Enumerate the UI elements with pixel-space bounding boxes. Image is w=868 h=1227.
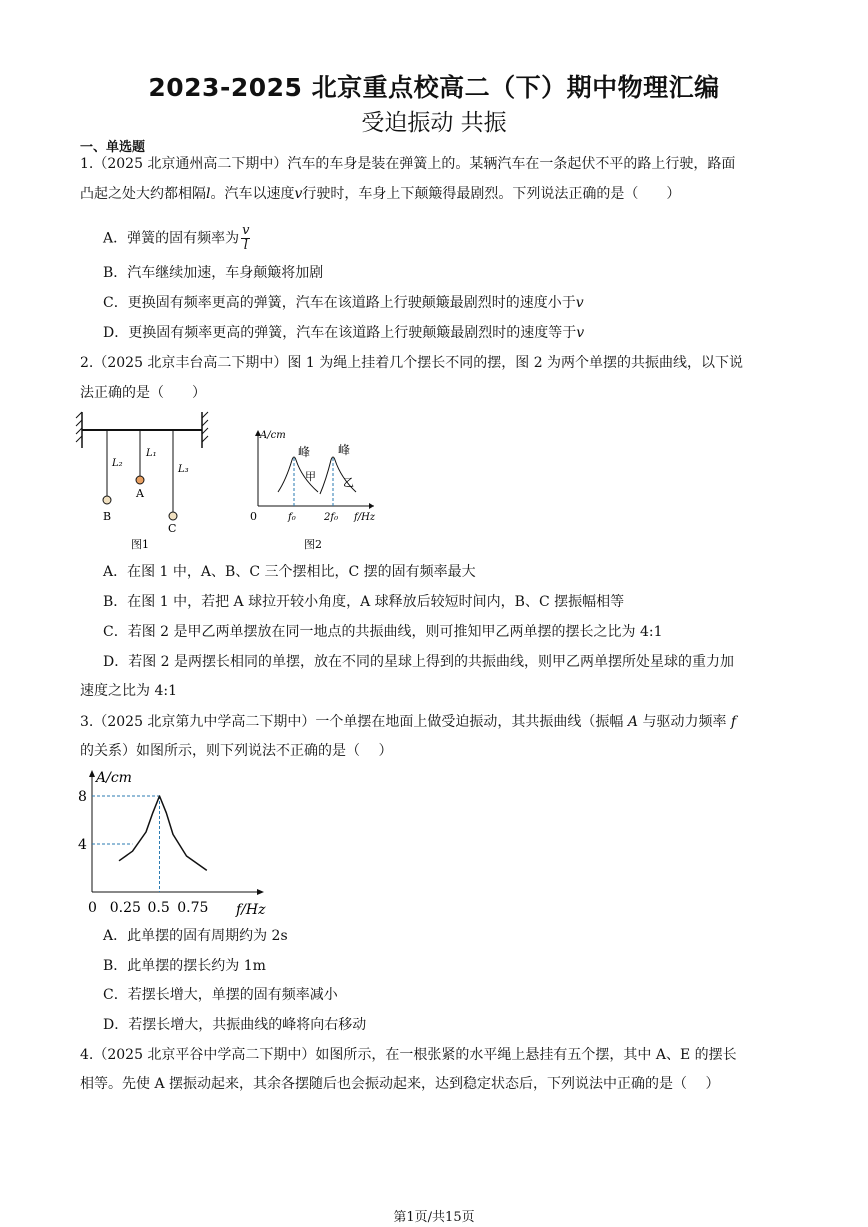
curve-label-jia: 甲 bbox=[305, 470, 316, 483]
q3-option-c: C．若摆长增大，单摆的固有频率减小 bbox=[103, 987, 338, 1003]
peak-label-2: 峰 bbox=[338, 443, 351, 457]
fig2-f0: f₀ bbox=[288, 512, 296, 523]
q2-option-b: B．在图 1 中，若把 A 球拉开较小角度，A 球释放后较短时间内，B、C 摆振幅相等 bbox=[103, 594, 625, 610]
x-tick-label: 0.25 bbox=[109, 900, 141, 916]
figure-2-caption: 图2 bbox=[304, 538, 322, 551]
q2-option-c: C．若图 2 是甲乙两单摆放在同一地点的共振曲线，则可推知甲乙两单摆的摆长之比为 4:1 bbox=[103, 624, 663, 640]
q2-line1: 2.（2025 北京丰台高二下期中）图 1 为绳上挂着几个摆长不同的摆，图 2 为两个单摆的共振曲线，以下说 bbox=[80, 355, 744, 371]
figure-1-pendulums bbox=[68, 408, 218, 556]
label-B: B bbox=[103, 510, 112, 523]
q2-option-d-line1: D．若图 2 是两摆长相同的单摆，放在不同的星球上得到的共振曲线，则甲乙两单摆所处星球的重力加 bbox=[103, 654, 735, 670]
resonance-curve-chart bbox=[74, 764, 274, 920]
q3-option-d: D．若摆长增大，共振曲线的峰将向右移动 bbox=[103, 1017, 367, 1033]
q2-option-d-line2: 速度之比为 4:1 bbox=[80, 683, 177, 699]
q2-option-a: A．在图 1 中，A、B、C 三个摆相比，C 摆的固有频率最大 bbox=[103, 564, 476, 580]
q4-line1: 4.（2025 北京平谷中学高二下期中）如图所示，在一根张紧的水平绳上悬挂有五个摆，其中 A、E 的摆长 bbox=[80, 1047, 737, 1063]
fraction-v-over-l: $\frac{v}{l}$ bbox=[242, 223, 250, 253]
y-tick-label: 8 bbox=[78, 789, 87, 805]
label-L2: L₂ bbox=[112, 458, 123, 469]
x-tick-label: 0.5 bbox=[147, 900, 170, 916]
figure-2-resonance-curves bbox=[248, 420, 388, 554]
q3-option-a: A．此单摆的固有周期约为 2s bbox=[103, 928, 288, 944]
label-C: C bbox=[168, 522, 177, 535]
label-L3: L₃ bbox=[178, 464, 189, 475]
q1-line2: 凸起之处大约都相隔l。汽车以速度v行驶时，车身上下颠簸得最剧烈。下列说法正确的是（ ） bbox=[80, 186, 681, 202]
y-axis-label: A/cm bbox=[96, 770, 132, 786]
q1-option-c: C．更换固有频率更高的弹簧，汽车在该道路上行驶颠簸最剧烈时的速度小于v bbox=[103, 295, 584, 311]
fig2-2f0: 2f₀ bbox=[324, 512, 339, 523]
fig2-xlabel: f/Hz bbox=[354, 512, 376, 523]
curve-label-yi: 乙 bbox=[343, 476, 354, 489]
q1-line1: 1.（2025 北京通州高二下期中）汽车的车身是装在弹簧上的。某辆汽车在一条起伏不平的路上行驶，路面 bbox=[80, 156, 736, 172]
page-footer: 第1页/共15页 bbox=[393, 1210, 475, 1225]
peak-label-1: 峰 bbox=[298, 445, 311, 459]
q3-option-b: B．此单摆的摆长约为 1m bbox=[103, 958, 266, 974]
y-tick-label: 4 bbox=[78, 837, 87, 853]
q1-option-d: D．更换固有频率更高的弹簧，汽车在该道路上行驶颠簸最剧烈时的速度等于v bbox=[103, 325, 585, 341]
label-L1: L₁ bbox=[146, 448, 157, 459]
x-tick-label: 0.75 bbox=[177, 900, 209, 916]
fig2-ylabel: A/cm bbox=[260, 430, 286, 441]
q2-line2: 法正确的是（ ） bbox=[80, 385, 206, 401]
section-heading: 一、单选题 bbox=[80, 140, 146, 155]
page-title: 2023-2025 北京重点校高二（下）期中物理汇编 bbox=[148, 73, 720, 102]
figure-1-caption: 图1 bbox=[131, 538, 149, 551]
q4-line2: 相等。先使 A 摆振动起来，其余各摆随后也会振动起来，达到稳定状态后，下列说法中正确的是（ ） bbox=[80, 1076, 720, 1092]
x-axis-label: f/Hz bbox=[236, 902, 266, 918]
q3-line2: 的关系）如图所示，则下列说法不正确的是（ ） bbox=[80, 743, 393, 759]
q1-option-a: A．弹簧的固有频率为 $\frac{v}{l}$ bbox=[103, 223, 250, 253]
resonance-curve bbox=[119, 796, 207, 870]
page-subtitle: 受迫振动 共振 bbox=[361, 110, 507, 136]
q3-line1: 3.（2025 北京第九中学高二下期中）一个单摆在地面上做受迫振动，其共振曲线（振幅 A 与驱动力频率 f bbox=[80, 714, 737, 730]
label-A: A bbox=[136, 487, 144, 500]
x-tick-label: 0 bbox=[88, 900, 97, 916]
q1-option-b: B．汽车继续加速，车身颠簸将加剧 bbox=[103, 265, 324, 281]
fig2-origin: 0 bbox=[250, 510, 257, 523]
